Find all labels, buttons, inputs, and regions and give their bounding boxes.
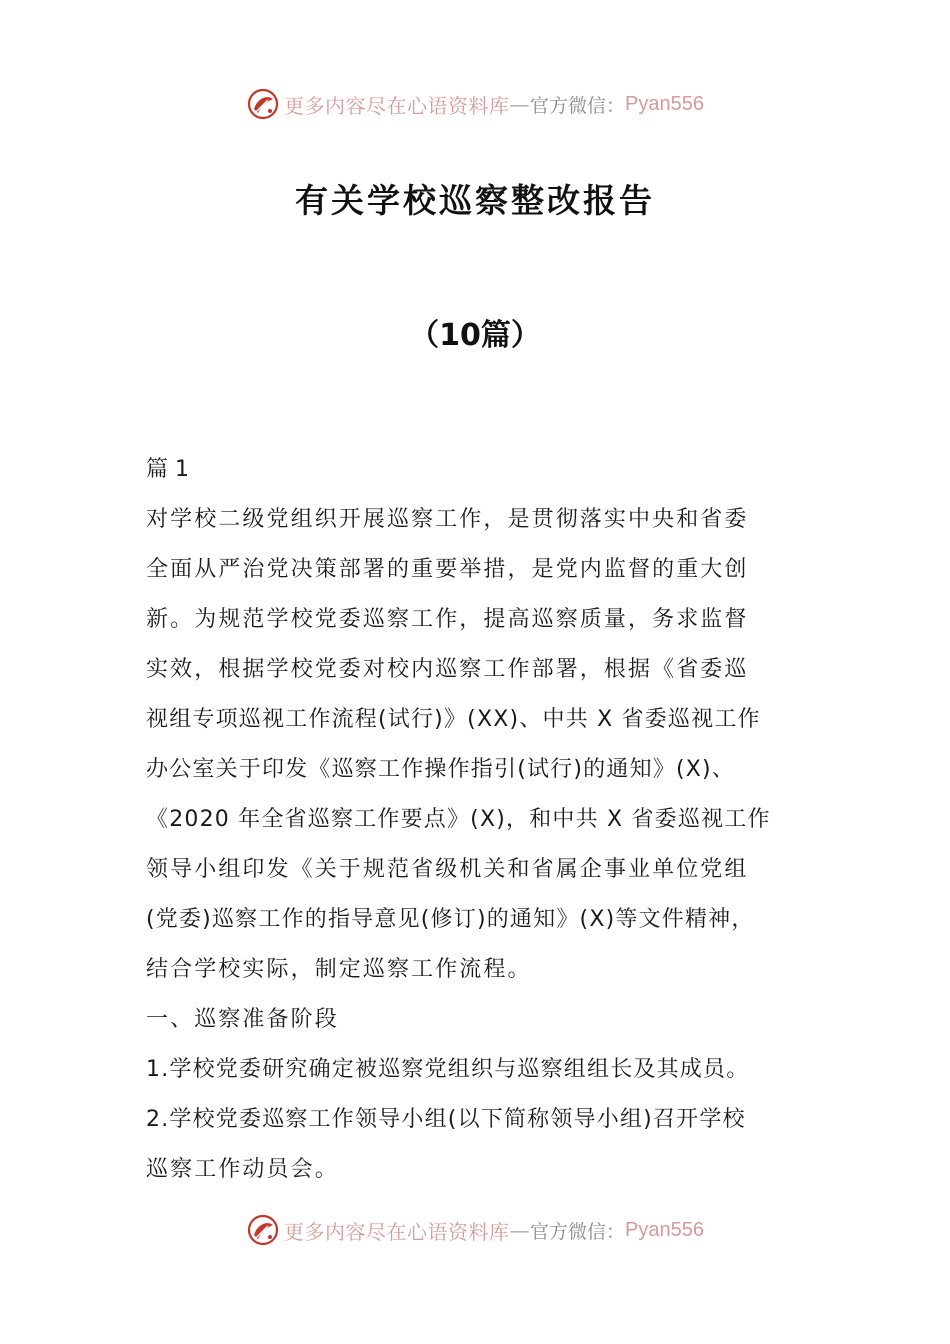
document-subtitle: （10篇） — [409, 318, 541, 353]
paragraph-line: 对学校二级党组织开展巡察工作，是贯彻落实中央和省委 — [146, 507, 749, 532]
document-title: 有关学校巡察整改报告 — [295, 181, 655, 220]
pen-swirl-icon — [246, 1213, 280, 1247]
watermark-dash: — — [509, 1218, 530, 1242]
paragraph-line: 巡察工作动员会。 — [146, 1157, 339, 1182]
watermark-id: Pyan556 — [625, 92, 704, 115]
paragraph-line: 领导小组印发《关于规范省级机关和省属企事业单位党组 — [146, 857, 749, 882]
watermark-dash: — — [509, 92, 530, 116]
list-item: 1.学校党委研究确定被巡察党组织与巡察组组长及其成员。 — [146, 1057, 750, 1082]
pen-swirl-icon — [246, 87, 280, 121]
paragraph-line: 新。为规范学校党委巡察工作，提高巡察质量，务求监督 — [146, 607, 749, 632]
paragraph-line: 视组专项巡视工作流程(试行)》(XX)、中共 X 省委巡视工作 — [146, 707, 761, 732]
paragraph-line: 实效，根据学校党委对校内巡察工作部署，根据《省委巡 — [146, 657, 749, 682]
paragraph-line: 结合学校实际，制定巡察工作流程。 — [146, 957, 532, 982]
paragraph-line: (党委)巡察工作的指导意见(修订)的通知》(X)等文件精神， — [146, 907, 755, 932]
watermark-text: 更多内容尽在心语资料库 — [284, 93, 510, 118]
watermark-label: 官方微信： — [530, 94, 626, 117]
watermark-text: 更多内容尽在心语资料库 — [284, 1219, 510, 1244]
document-body — [146, 445, 808, 1195]
watermark-id: Pyan556 — [625, 1218, 704, 1241]
section-heading: 一、巡察准备阶段 — [146, 1007, 339, 1032]
list-item: 2.学校党委巡察工作领导小组(以下简称领导小组)召开学校 — [146, 1107, 746, 1132]
watermark-label: 官方微信： — [530, 1220, 626, 1243]
paragraph-line: 《2020 年全省巡察工作要点》(X)，和中共 X 省委巡视工作 — [146, 807, 771, 832]
watermark-footer — [0, 1210, 950, 1250]
watermark-header — [0, 84, 950, 124]
paragraph-line: 全面从严治党决策部署的重要举措，是党内监督的重大创 — [146, 557, 749, 582]
section-label: 篇 1 — [146, 457, 189, 482]
paragraph-line: 办公室关于印发《巡察工作操作指引(试行)的通知》(X)、 — [146, 757, 736, 782]
